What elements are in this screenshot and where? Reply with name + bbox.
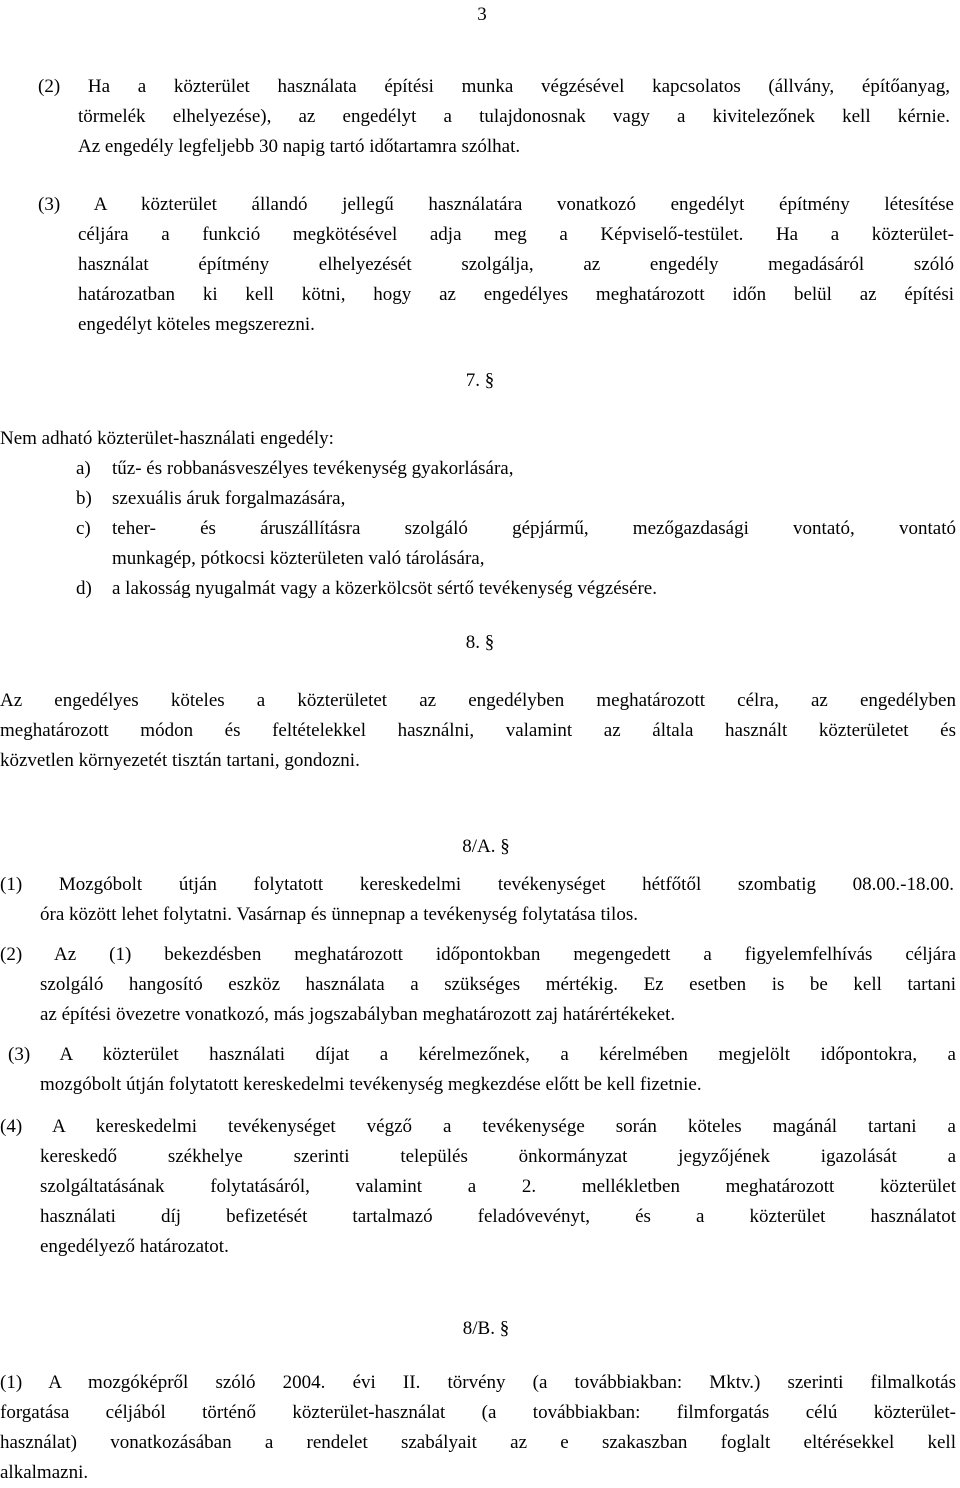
text-line: (1) A mozgóképről szóló 2004. évi II. törvény (a továbbiakban: Mktv.) szerinti filmalkotás — [0, 1372, 956, 1393]
section-8b-heading: 8/B. § — [462, 1318, 510, 1339]
list-marker: c) — [76, 518, 91, 539]
text-line: meghatározott módon és feltételekkel használni, valamint az általa használt közterületet és — [0, 720, 956, 741]
text-line: az építési övezetre vonatkozó, más jogszabályban meghatározott zaj határértékeket. — [40, 1004, 676, 1025]
text-line: engedélyt köteles megszerezni. — [78, 314, 315, 335]
text-line: használati díj befizetését tartalmazó feladóvevényt, és a közterület használatot — [40, 1206, 956, 1227]
section-8a-paragraph-4 — [0, 1112, 956, 1262]
section-7-intro: Nem adható közterület-használati engedély: — [0, 428, 334, 449]
text-line: forgatása céljából történő közterület-használat (a továbbiakban: filmforgatás célú közterület- — [0, 1402, 956, 1423]
text-line: használat építmény elhelyezését szolgálja, az engedély megadásáról szóló — [78, 254, 954, 275]
text-line: (2) Az (1) bekezdésben meghatározott időpontokban megengedett a figyelemfelhívás céljára — [0, 944, 956, 965]
text-line: céljára a funkció megkötésével adja meg a Képviselő-testület. Ha a közterület- — [78, 224, 954, 245]
section-8a-paragraph-3 — [8, 1040, 956, 1100]
text-line: (4) A kereskedelmi tevékenységet végző a tevékenysége során köteles magánál tartani a — [0, 1116, 956, 1137]
text-line: szolgáló hangosító eszköz használata a szükséges mértékig. Ez esetben is be kell tartani — [40, 974, 956, 995]
section-8-paragraph — [0, 686, 956, 776]
list-item-text: teher- és áruszállításra szolgáló gépjármű, mezőgazdasági vontató, vontató — [112, 518, 956, 539]
section-7-heading: 7. § — [465, 370, 495, 391]
list-item-a — [76, 454, 513, 484]
text-line: Az engedélyes köteles a közterületet az engedélyben meghatározott célra, az engedélyben — [0, 690, 956, 711]
list-marker: b) — [76, 488, 92, 509]
list-item-text: a lakosság nyugalmát vagy a közerkölcsöt sértő tevékenység végzésére. — [112, 578, 657, 599]
text-line: alkalmazni. — [0, 1462, 89, 1483]
text-line: használat) vonatkozásában a rendelet szabályait az e szakaszban foglalt eltérésekkel kell — [0, 1432, 956, 1453]
section-8a-paragraph-2 — [0, 940, 956, 1030]
list-item-text: szexuális áruk forgalmazására, — [112, 488, 346, 509]
text-line: mozgóbolt útján folytatott kereskedelmi tevékenység megkezdése előtt be kell fizetnie. — [40, 1074, 702, 1095]
text-line: szolgáltatásának folytatásáról, valamint a 2. mellékletben meghatározott közterület — [40, 1176, 956, 1197]
text-line: engedélyező határozatot. — [40, 1236, 229, 1257]
text-line: (3) A közterület használati díjat a kérelmezőnek, a kérelmében megjelölt időpontokra, a — [8, 1044, 956, 1065]
section-8a-paragraph-1 — [0, 870, 954, 930]
section-6-paragraph-2 — [38, 72, 950, 162]
text-line: (2) Ha a közterület használata építési munka végzésével kapcsolatos (állvány, építőanyag, — [38, 76, 950, 97]
text-line: (1) Mozgóbolt útján folytatott kereskedelmi tevékenységet hétfőtől szombatig 08.00.-18.00. — [0, 874, 954, 895]
section-6-paragraph-3 — [38, 190, 954, 340]
text-line: óra között lehet folytatni. Vasárnap és ünnepnap a tevékenység folytatása tilos. — [40, 904, 638, 925]
list-item-text: munkagép, pótkocsi közterületen való tárolására, — [112, 548, 485, 569]
text-line: Az engedély legfeljebb 30 napig tartó időtartamra szólhat. — [78, 136, 521, 157]
list-item-d — [76, 574, 657, 604]
section-8b-paragraph-1 — [0, 1368, 956, 1488]
list-item-b — [76, 484, 345, 514]
text-line: határozatban ki kell kötni, hogy az engedélyes meghatározott időn belül az építési — [78, 284, 954, 305]
section-8a-heading: 8/A. § — [462, 836, 510, 857]
list-item-text: tűz- és robbanásveszélyes tevékenység gyakorlására, — [112, 458, 514, 479]
text-line: (3) A közterület állandó jellegű használatára vonatkozó engedélyt építmény létesítése — [38, 194, 954, 215]
page-number: 3 — [477, 4, 487, 25]
text-line: közvetlen környezetét tisztán tartani, gondozni. — [0, 750, 360, 771]
section-8-heading: 8. § — [465, 632, 495, 653]
text-line: kereskedő székhelye szerinti település önkormányzat jegyzőjének igazolását a — [40, 1146, 956, 1167]
list-item-c — [76, 514, 956, 574]
text-line: törmelék elhelyezése), az engedélyt a tulajdonosnak vagy a kivitelezőnek kell kérnie. — [78, 106, 950, 127]
list-marker: d) — [76, 578, 92, 599]
list-marker: a) — [76, 458, 91, 479]
